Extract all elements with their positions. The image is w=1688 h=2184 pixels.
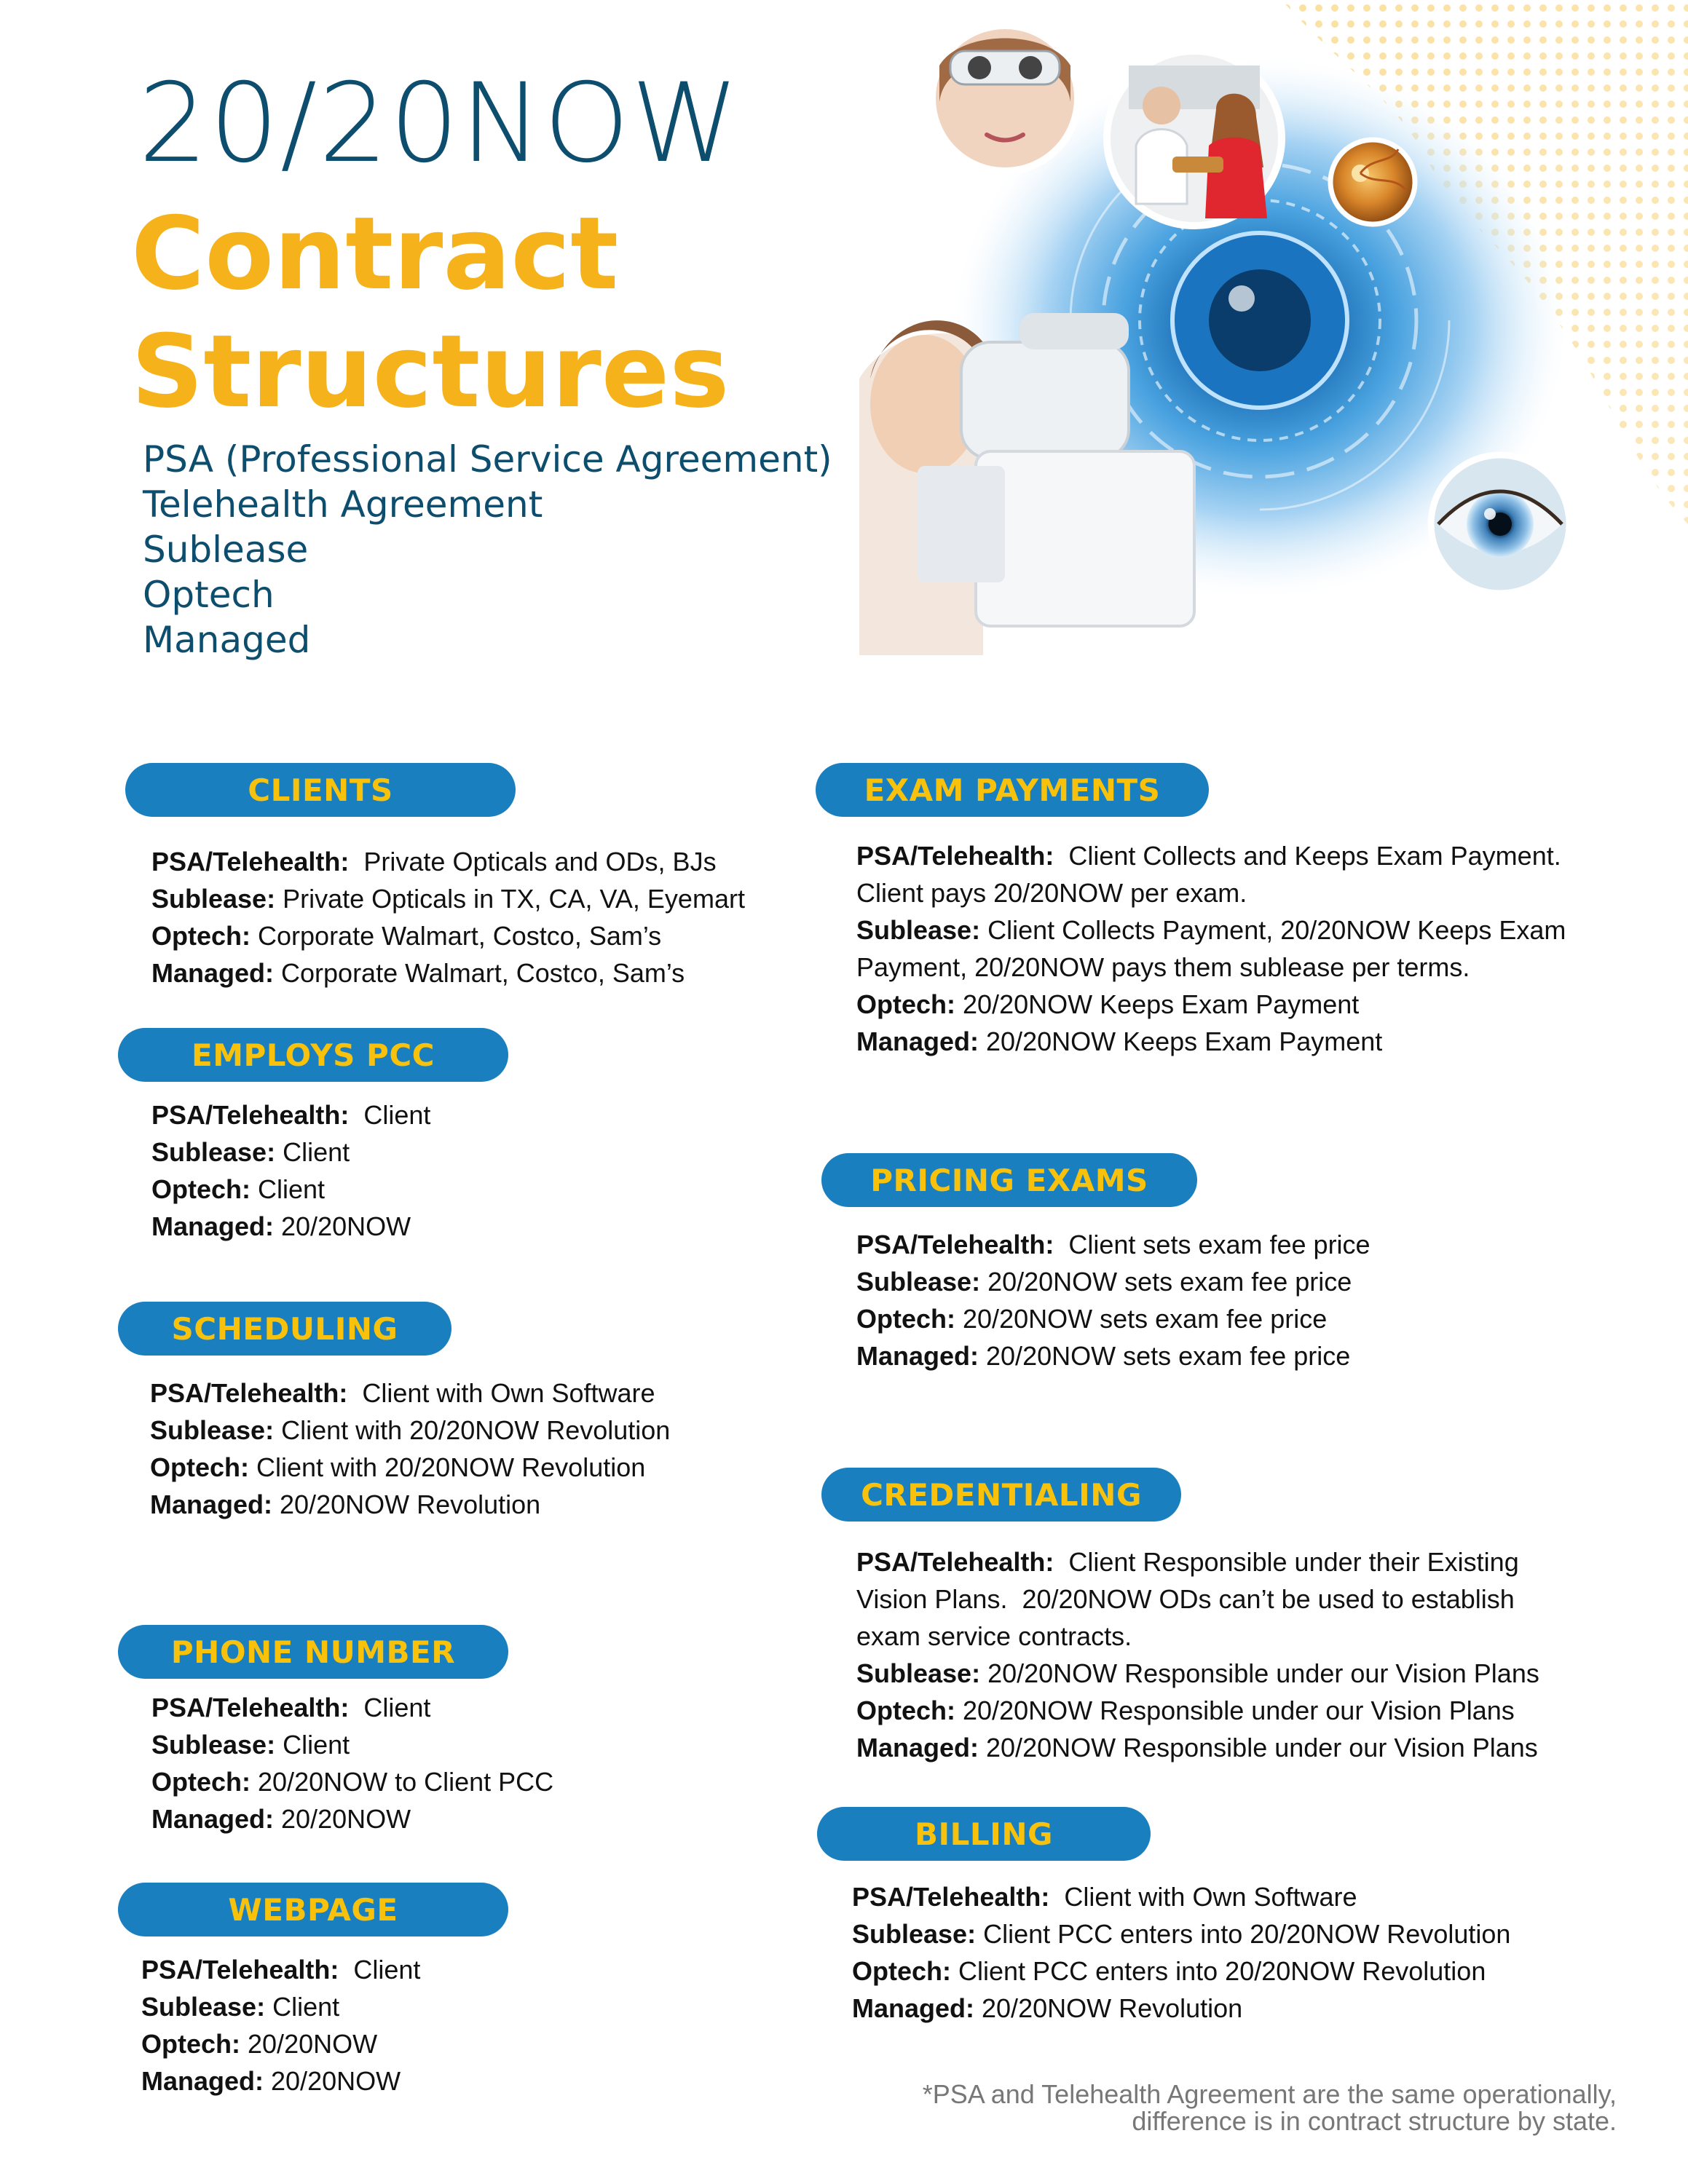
detail-label: PSA/Telehealth:: [856, 1547, 1054, 1577]
detail-text: Client Collects Payment, 20/20NOW Keeps Exam Payment, 20/20NOW pays them sublease per terms.: [856, 915, 1566, 982]
detail-row: [151, 954, 807, 992]
detail-text: 20/20NOW to Client PCC: [251, 1767, 554, 1797]
detail-label: Sublease:: [141, 1992, 266, 2022]
footnote-line-1: *PSA and Telehealth Agreement are the same operationally,: [922, 2079, 1617, 2109]
detail-text: 20/20NOW: [240, 2029, 378, 2059]
detail-text: 20/20NOW Keeps Exam Payment: [979, 1026, 1383, 1056]
detail-label: PSA/Telehealth:: [150, 1378, 348, 1408]
detail-text: Client: [251, 1174, 326, 1204]
detail-label: Optech:: [151, 1174, 251, 1204]
detail-text: Client PCC enters into 20/20NOW Revolution: [976, 1919, 1511, 1949]
detail-row: [151, 1689, 807, 1726]
credentialing-heading: CREDENTIALING: [821, 1468, 1181, 1522]
detail-row: [150, 1374, 805, 1412]
page-title: [131, 195, 729, 431]
detail-label: Managed:: [141, 2066, 264, 2096]
detail-row: [141, 2062, 797, 2100]
detail-text: Client: [275, 1137, 350, 1167]
detail-label: Optech:: [856, 1696, 956, 1725]
footnote: [743, 2081, 1617, 2134]
scheduling-heading: SCHEDULING: [118, 1302, 451, 1356]
detail-label: PSA/Telehealth:: [141, 1955, 339, 1985]
phone-number-details: [151, 1689, 807, 1837]
employs-pcc-heading: EMPLOYS PCC: [118, 1028, 508, 1082]
credentialing-details: [856, 1543, 1585, 1766]
detail-label: PSA/Telehealth:: [856, 841, 1054, 871]
detail-label: Managed:: [856, 1341, 979, 1371]
detail-row: [151, 1171, 807, 1208]
detail-text: Client: [265, 1992, 340, 2022]
detail-text: 20/20NOW: [264, 2066, 401, 2096]
agreement-type-item: Managed: [143, 619, 311, 661]
detail-text: Client: [349, 1100, 431, 1130]
webpage-heading: WEBPAGE: [118, 1883, 508, 1936]
billing-details: [852, 1878, 1588, 2027]
detail-label: Optech:: [856, 989, 956, 1019]
agreement-type-item: Optech: [143, 574, 275, 616]
detail-text: Client: [339, 1955, 421, 1985]
footnote-line-2: difference is in contract structure by state.: [1132, 2106, 1617, 2136]
detail-row: [856, 986, 1592, 1023]
detail-row: [151, 1763, 807, 1800]
detail-row: [856, 1023, 1592, 1060]
detail-row: [852, 1990, 1588, 2027]
detail-label: Managed:: [852, 1993, 975, 2023]
detail-row: [856, 837, 1592, 911]
detail-row: [151, 917, 807, 954]
detail-text: Private Opticals and ODs, BJs: [349, 847, 717, 877]
detail-row: [856, 1543, 1585, 1655]
detail-row: [852, 1952, 1588, 1990]
detail-row: [856, 1729, 1585, 1766]
detail-row: [151, 1726, 807, 1763]
clients-details: [151, 843, 807, 992]
detail-text: 20/20NOW Responsible under our Vision Plans: [979, 1733, 1538, 1762]
detail-text: Client with Own Software: [347, 1378, 655, 1408]
detail-text: 20/20NOW sets exam fee price: [979, 1341, 1351, 1371]
detail-row: [141, 1988, 797, 2025]
employs-pcc-details: [151, 1096, 807, 1245]
detail-label: Sublease:: [856, 915, 981, 945]
detail-text: 20/20NOW Keeps Exam Payment: [955, 989, 1360, 1019]
phone-number-heading: PHONE NUMBER: [118, 1625, 508, 1679]
title-line-1: Contract: [131, 195, 619, 312]
detail-row: [856, 911, 1592, 986]
detail-row: [852, 1878, 1588, 1915]
detail-label: Sublease:: [150, 1415, 275, 1445]
detail-label: Optech:: [141, 2029, 241, 2059]
eye-exam-patient-icon: [932, 25, 1078, 171]
detail-label: Optech:: [852, 1956, 952, 1986]
retina-icon: [1330, 140, 1415, 224]
detail-row: [151, 1800, 807, 1837]
detail-label: Optech:: [856, 1304, 956, 1334]
detail-row: [856, 1300, 1592, 1337]
agreement-type-item: Telehealth Agreement: [143, 483, 543, 526]
detail-label: Sublease:: [151, 884, 276, 914]
detail-label: Optech:: [151, 921, 251, 951]
scheduling-details: [150, 1374, 805, 1523]
detail-text: Corporate Walmart, Costco, Sam’s: [274, 958, 685, 988]
detail-row: [856, 1263, 1592, 1300]
detail-text: Client Responsible under their Existing Vision Plans. 20/20NOW ODs can’t be used to establish exam service contracts.: [856, 1547, 1526, 1651]
detail-text: 20/20NOW: [274, 1804, 411, 1834]
detail-row: [856, 1692, 1585, 1729]
detail-row: [151, 1208, 807, 1245]
detail-row: [151, 1133, 807, 1171]
eye-closeup-icon: [1431, 455, 1569, 593]
detail-text: Client PCC enters into 20/20NOW Revolution: [951, 1956, 1486, 1986]
detail-row: [151, 880, 807, 917]
detail-row: [150, 1449, 805, 1486]
detail-label: Managed:: [856, 1026, 979, 1056]
brand-wordmark: 20/20NOW: [138, 60, 741, 187]
detail-text: Client Collects and Keeps Exam Payment. Client pays 20/20NOW per exam.: [856, 841, 1569, 908]
detail-label: Sublease:: [856, 1658, 981, 1688]
optician-customer-icon: [1107, 51, 1282, 226]
detail-label: Optech:: [150, 1452, 250, 1482]
detail-text: 20/20NOW Revolution: [974, 1993, 1243, 2023]
detail-text: Private Opticals in TX, CA, VA, Eyemart: [275, 884, 745, 914]
detail-text: Client with 20/20NOW Revolution: [249, 1452, 646, 1482]
detail-row: [151, 843, 807, 880]
exam-payments-details: [856, 837, 1592, 1060]
detail-label: Managed:: [150, 1489, 273, 1519]
exam-payments-heading: EXAM PAYMENTS: [816, 763, 1209, 817]
detail-label: PSA/Telehealth:: [151, 847, 350, 877]
detail-text: Client: [349, 1693, 431, 1722]
clients-heading: CLIENTS: [125, 763, 516, 817]
detail-row: [856, 1655, 1585, 1692]
detail-label: PSA/Telehealth:: [151, 1100, 350, 1130]
detail-row: [141, 2025, 797, 2062]
detail-label: Sublease:: [151, 1730, 276, 1760]
detail-label: Sublease:: [856, 1267, 981, 1297]
detail-text: 20/20NOW sets exam fee price: [980, 1267, 1352, 1297]
detail-row: [141, 1951, 797, 1988]
detail-label: Managed:: [151, 1804, 275, 1834]
detail-text: 20/20NOW sets exam fee price: [955, 1304, 1328, 1334]
detail-label: PSA/Telehealth:: [151, 1693, 350, 1722]
detail-label: Optech:: [151, 1767, 251, 1797]
pricing-exams-heading: PRICING EXAMS: [821, 1153, 1197, 1207]
hero-collage: [830, 0, 1688, 670]
detail-text: Client with 20/20NOW Revolution: [274, 1415, 671, 1445]
billing-heading: BILLING: [817, 1807, 1151, 1861]
detail-label: Managed:: [151, 1211, 275, 1241]
detail-text: 20/20NOW Revolution: [272, 1489, 541, 1519]
pricing-exams-details: [856, 1226, 1592, 1374]
detail-text: Client: [275, 1730, 350, 1760]
detail-text: 20/20NOW Responsible under our Vision Plans: [955, 1696, 1515, 1725]
agreement-type-item: Sublease: [143, 529, 309, 571]
detail-row: [852, 1915, 1588, 1952]
detail-text: Corporate Walmart, Costco, Sam’s: [251, 921, 662, 951]
agreement-type-list: [143, 437, 832, 662]
detail-label: PSA/Telehealth:: [852, 1882, 1050, 1912]
detail-row: [150, 1486, 805, 1523]
webpage-details: [141, 1951, 797, 2100]
detail-label: Sublease:: [852, 1919, 977, 1949]
agreement-type-item: PSA (Professional Service Agreement): [143, 438, 832, 480]
detail-label: Managed:: [151, 958, 275, 988]
detail-text: 20/20NOW: [274, 1211, 411, 1241]
detail-row: [151, 1096, 807, 1133]
detail-label: Managed:: [856, 1733, 979, 1762]
title-line-2: Structures: [131, 313, 730, 430]
detail-text: 20/20NOW Responsible under our Vision Plans: [980, 1658, 1539, 1688]
detail-text: Client sets exam fee price: [1054, 1230, 1370, 1259]
detail-row: [856, 1226, 1592, 1263]
detail-label: PSA/Telehealth:: [856, 1230, 1054, 1259]
detail-row: [856, 1337, 1592, 1374]
detail-text: Client with Own Software: [1049, 1882, 1357, 1912]
detail-label: Sublease:: [151, 1137, 276, 1167]
detail-row: [150, 1412, 805, 1449]
